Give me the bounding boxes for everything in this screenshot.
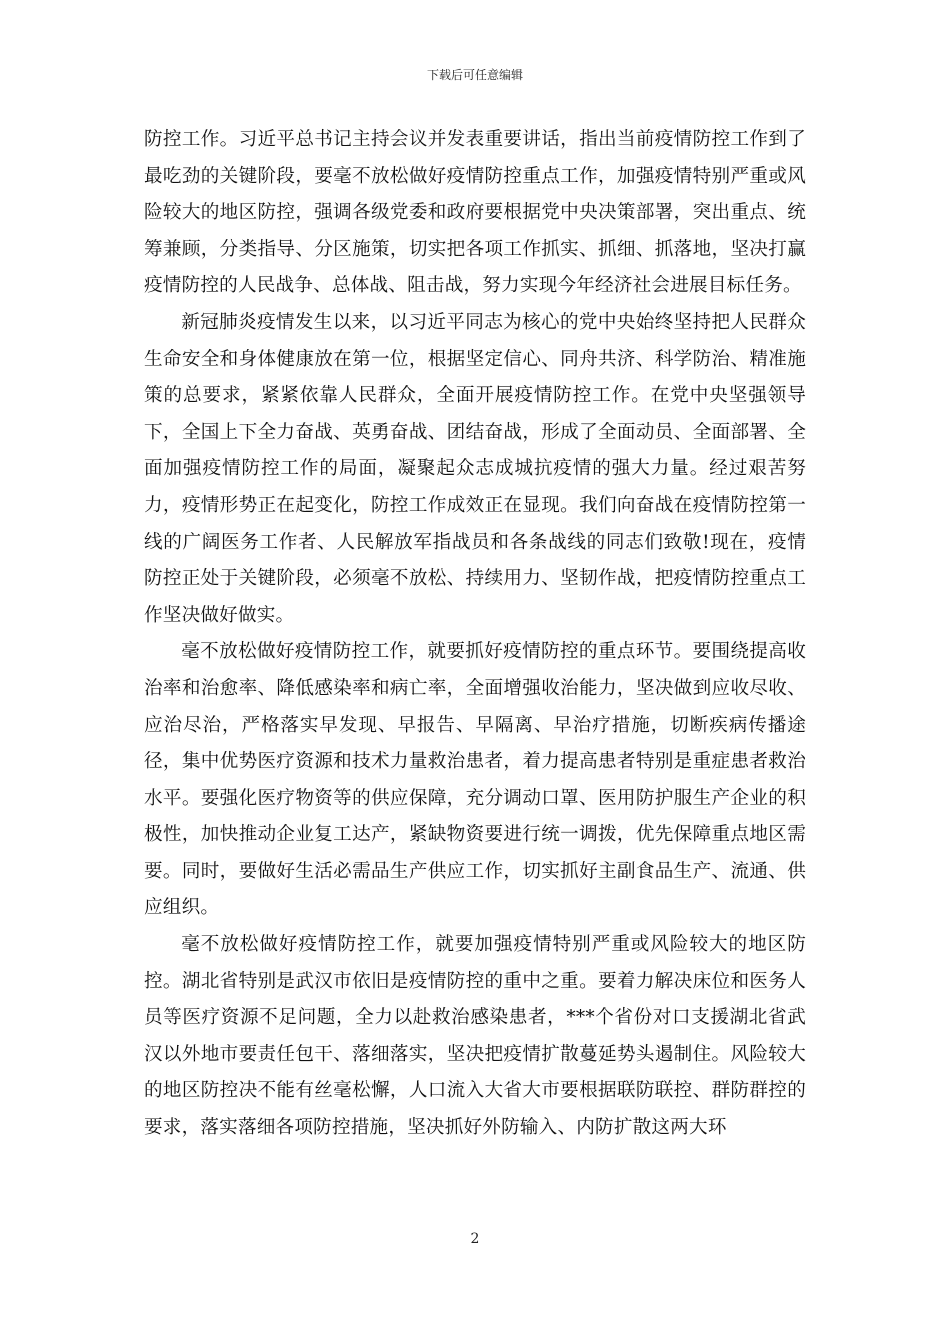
paragraph: 新冠肺炎疫情发生以来，以习近平同志为核心的党中央始终坚持把人民群众生命安全和身体健康放在第一位，根据坚定信心、同舟共济、科学防治、精准施策的总要求，紧紧依靠人民群众，全面开展疫情防控工作。在党中央坚强领导下，全国上下全力奋战、英勇奋战、团结奋战，形成了全面动员、全面部署、全面加强疫情防控工作的局面，凝聚起众志成城抗疫情的强大力量。经过艰苦努力，疫情形势正在起变化，防控工作成效正在显现。我们向奋战在疫情防控第一线的广阔医务工作者、人民解放军指战员和各条战线的同志们致敬!现在，疫情防控正处于关键阶段，必须毫不放松、持续用力、坚韧作战，把疫情防控重点工作坚决做好做实。 bbox=[144, 311, 806, 626]
document-body bbox=[144, 122, 806, 1147]
paragraph: 防控工作。习近平总书记主持会议并发表重要讲话，指出当前疫情防控工作到了最吃劲的关键阶段，要毫不放松做好疫情防控重点工作，加强疫情特别严重或风险较大的地区防控，强调各级党委和政府要根据党中央决策部署，突出重点、统筹兼顾，分类指导、分区施策，切实把各项工作抓实、抓细、抓落地，坚决打赢疫情防控的人民战争、总体战、阻击战，努力实现今年经济社会进展目标任务。 bbox=[144, 129, 806, 297]
paragraph: 毫不放松做好疫情防控工作，就要加强疫情特别严重或风险较大的地区防控。湖北省特别是武汉市依旧是疫情防控的重中之重。要着力解决床位和医务人员等医疗资源不足问题，全力以赴救治感染患者，***个省份对口支援湖北省武汉以外地市要责任包干、落细落实，坚决把疫情扩散蔓延势头遏制住。风险较大的地区防控决不能有丝毫松懈，人口流入大省大市要根据联防联控、群防群控的要求，落实落细各项防控措施，坚决抓好外防输入、内防扩散这两大环 bbox=[144, 934, 806, 1139]
page-number: 2 bbox=[470, 1231, 480, 1247]
paragraph: 毫不放松做好疫情防控工作，就要抓好疫情防控的重点环节。要围绕提高收治率和治愈率、降低感染率和病亡率，全面增强收治能力，坚决做到应收尽收、应治尽治，严格落实早发现、早报告、早隔离、早治疗措施，切断疾病传播途径，集中优势医疗资源和技术力量救治患者，着力提高患者特别是重症患者救治水平。要强化医疗物资等的供应保障，充分调动口罩、医用防护服生产企业的积极性，加快推动企业复工达产，紧缺物资要进行统一调拨，优先保障重点地区需要。同时，要做好生活必需品生产供应工作，切实抓好主副食品生产、流通、供应组织。 bbox=[144, 641, 806, 919]
header-note: 下载后可任意编辑 bbox=[426, 68, 523, 82]
